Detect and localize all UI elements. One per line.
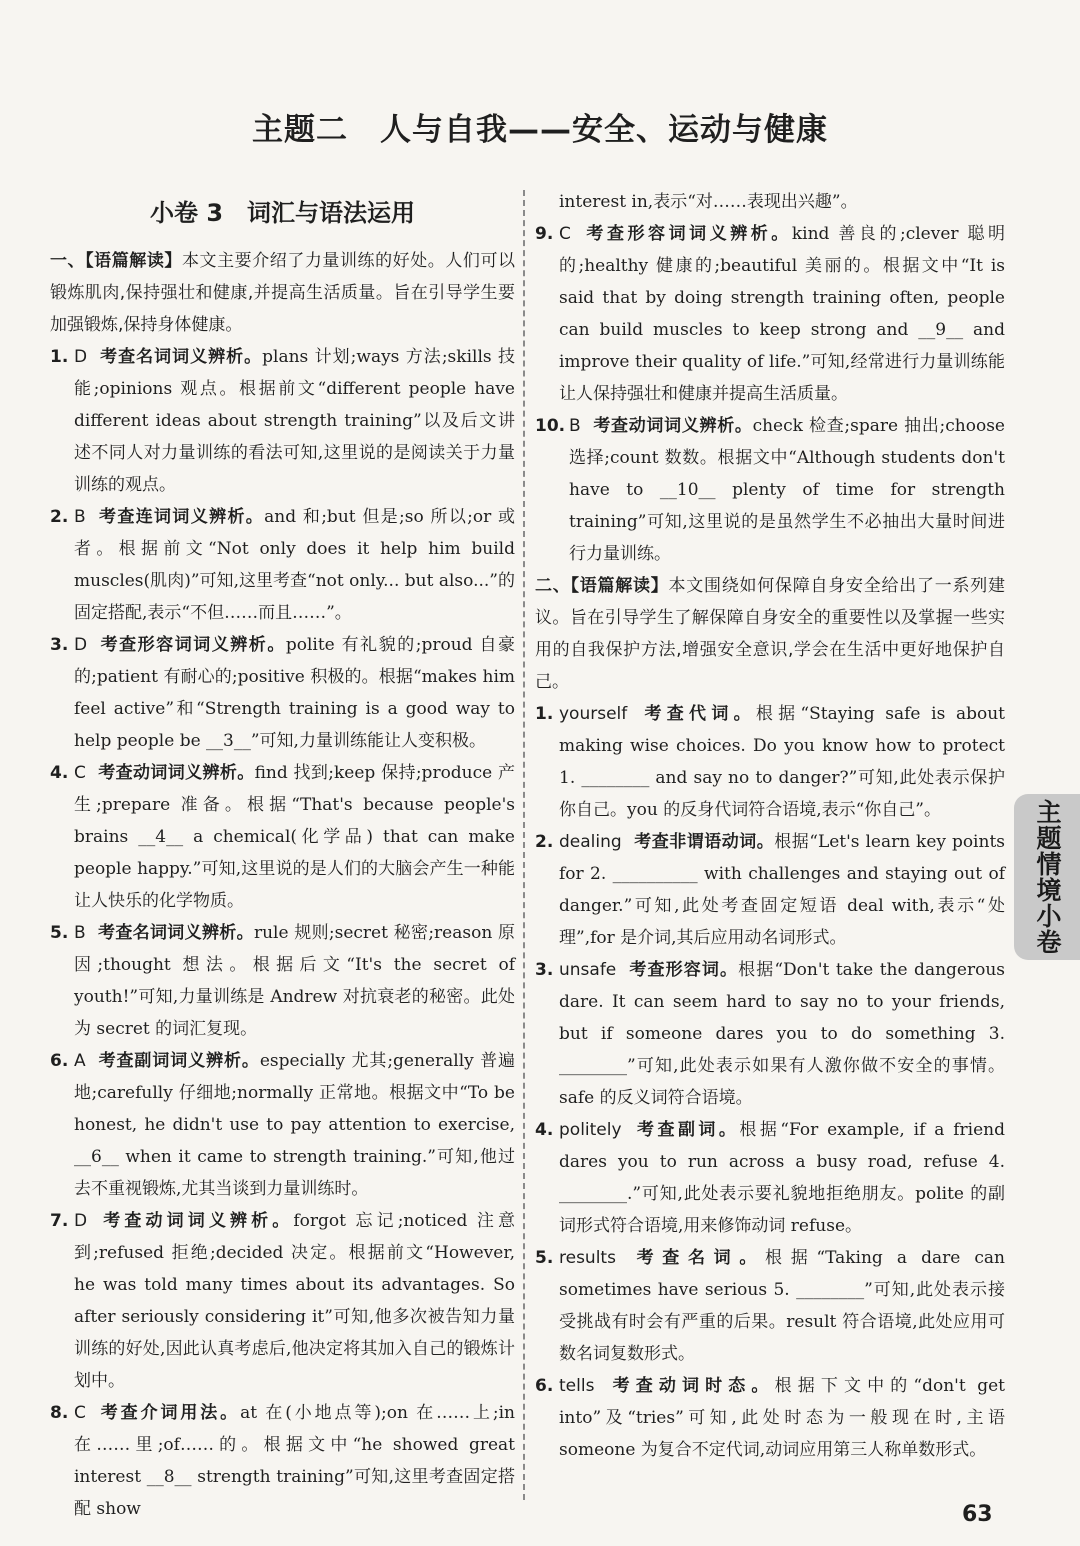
item-text: plans 计划;ways 方法;skills 技能;opinions 观点。根据前文“different people have different ideas about strength training”以及后文讲述不同人对力量训练的看法可知,这里说的是阅读关于力量训练的观点。 xyxy=(74,347,516,495)
item-number: 3. xyxy=(535,960,554,980)
item-text: 根据“Taking a dare can sometimes have serious 5. ________”可知,此处表示接受挑战有时会有严重的后果。result 符合语境,此处应用可数名词复数形式。 xyxy=(559,1248,1005,1364)
item-tag: 考查名词词义辨析。 xyxy=(97,923,254,943)
answer-item xyxy=(50,1045,515,1205)
right-column xyxy=(535,186,1005,1466)
item-tag: 考查形容词词义辨析。 xyxy=(99,635,286,655)
intro-label: 二、【语篇解读】 xyxy=(535,576,669,596)
item-number: 2. xyxy=(50,507,69,527)
item-tag: 考查非谓语动词。 xyxy=(633,832,775,852)
item-answer: A xyxy=(74,1051,86,1071)
item-tag: 考查名词词义辨析。 xyxy=(99,347,263,367)
item-number: 5. xyxy=(50,923,69,943)
item-tag: 考查连词词义辨析。 xyxy=(97,507,265,527)
page-number: 63 xyxy=(962,1502,993,1527)
answer-item xyxy=(50,1205,515,1397)
answer-item xyxy=(535,410,1005,570)
item-tag: 考查动词词义辨析。 xyxy=(99,1211,294,1231)
item-answer: B xyxy=(569,416,581,436)
item-text: polite 有礼貌的;proud 自豪的;patient 有耐心的;positive 积极的。根据“makes him feel active”和“Strength training is a good way to help people be __3__”可知,力量训练能让人变积极。 xyxy=(74,635,515,751)
section-intro-1 xyxy=(50,245,515,341)
item-answer: D xyxy=(74,635,88,655)
item-text: and 和;but 但是;so 所以;or 或者。根据前文“Not only does it help him build muscles(肌肉)”可知,这里考查“not only... but also...”的固定搭配,表示“不但……而且……”。 xyxy=(74,507,516,623)
left-column xyxy=(50,185,515,1525)
section-intro-2 xyxy=(535,570,1005,698)
item-answer: D xyxy=(74,347,88,367)
item-number: 6. xyxy=(535,1376,554,1396)
item-answer: C xyxy=(74,763,86,783)
column-divider xyxy=(523,190,525,1500)
answer-item xyxy=(535,826,1005,954)
item-continuation: interest in,表示“对……表现出兴趣”。 xyxy=(559,192,858,212)
item-text: 根据下文中的“don't get into”及“tries”可知,此处时态为一般现在时,主语 someone 为复合不定代词,动词应用第三人称单数形式。 xyxy=(559,1376,1005,1460)
answer-item xyxy=(50,757,515,917)
item-number: 10. xyxy=(535,416,566,436)
item-number: 4. xyxy=(535,1120,554,1140)
intro-text: 本文围绕如何保障自身安全给出了一系列建议。旨在引导学生了解保障自身安全的重要性以及掌握一些实用的自我保护方法,增强安全意识,学会在生活中更好地保护自己。 xyxy=(535,576,1005,692)
item-tag: 考查副词。 xyxy=(633,1120,740,1140)
answer-item xyxy=(535,1370,1005,1466)
item-tag: 考查动词词义辨析。 xyxy=(97,763,255,783)
item-text: 根据“Don't take the dangerous dare. It can seem hard to say no to your friends, but if someone dares you to do something 3. ________”可知,此处表示如果有人激你做不安全的事情。safe 的反义词符合语境。 xyxy=(559,960,1006,1108)
item-number: 5. xyxy=(535,1248,554,1268)
item-text: 根据“Let's learn key points for 2. __________ with challenges and staying out of danger.”可知,此处考查固定短语 deal with,表示“处理”,for 是介词,其后应用动名词形式。 xyxy=(559,832,1005,948)
item-tag: 考查动词词义辨析。 xyxy=(592,416,753,436)
item-number: 2. xyxy=(535,832,554,852)
item-tag: 考查介词用法。 xyxy=(97,1403,241,1423)
answer-item xyxy=(535,218,1005,410)
item-text: rule 规则;secret 秘密;reason 原因;thought 想法。根据后文“It's the secret of youth!”可知,力量训练是 Andrew 对抗衰老的秘密。此处为 secret 的词汇复现。 xyxy=(74,923,516,1039)
item-text: kind 善良的;clever 聪明的;healthy 健康的;beautiful 美丽的。根据文中“It is said that by doing strength training often, people can build muscles to keep strong and __9__ and improve their quality of life.”可知,经常进行力量训练能让人保持强壮和健康并提高生活质量。 xyxy=(559,224,1006,404)
item-answer: dealing xyxy=(559,832,622,852)
sub-title: 小卷 3 词汇与语法运用 xyxy=(149,199,416,227)
item-tag: 考查代词。 xyxy=(639,704,756,724)
item-tag: 考查动词时态。 xyxy=(606,1376,775,1396)
answer-item xyxy=(50,341,515,501)
item-number: 1. xyxy=(535,704,554,724)
item-answer: unsafe xyxy=(559,960,617,980)
item-text: find 找到;keep 保持;produce 产生;prepare 准备。根据“That's because people's brains __4__ a chemical(化学品) that can make people happy.”可知,这里说的是人们的大脑会产生一种能让人快乐的化学物质。 xyxy=(74,763,515,911)
item-number: 7. xyxy=(50,1211,69,1231)
item-answer: C xyxy=(74,1403,86,1423)
answer-item xyxy=(50,917,515,1045)
item-text: at 在(小地点等);on 在……上;in 在……里;of……的。根据文中“he showed great interest __8__ strength training”可知,这里考查固定搭配 show xyxy=(74,1403,515,1519)
item-tag: 考查名词。 xyxy=(627,1248,766,1268)
item-tag: 考查副词词义辨析。 xyxy=(97,1051,260,1071)
item-answer: B xyxy=(74,507,86,527)
item-number: 1. xyxy=(50,347,69,367)
item-number: 9. xyxy=(535,224,554,244)
answer-item xyxy=(535,1114,1005,1242)
answer-item xyxy=(535,698,1005,826)
item-text: 根据“Staying safe is about making wise choices. Do you know how to protect 1. ________ and say no to danger?”可知,此处表示保护你自己。you 的反身代词符合语境,表示“你自己”。 xyxy=(559,704,1006,820)
item-answer: results xyxy=(559,1248,616,1268)
item-answer: B xyxy=(74,923,86,943)
item-number: 4. xyxy=(50,763,69,783)
item-answer: C xyxy=(559,224,571,244)
item-text: especially 尤其;generally 普遍地;carefully 仔细地;normally 正常地。根据文中“To be honest, he didn't use to pay attention to exercise, __6__ when it came to strength training.”可知,他过去不重视锻炼,尤其当谈到力量训练时。 xyxy=(74,1051,515,1199)
item-text: check 检查;spare 抽出;choose 选择;count 数数。根据文中“Although students don't have to __10__ plenty of time for strength training”可知,这里说的是虽然学生不必抽出大量时间进行力量训练。 xyxy=(569,416,1005,564)
item-number: 3. xyxy=(50,635,69,655)
item-tag: 考查形容词。 xyxy=(628,960,739,980)
item-answer: yourself xyxy=(559,704,628,724)
answer-item xyxy=(50,629,515,757)
intro-label: 一、【语篇解读】 xyxy=(50,251,182,271)
item-number: 8. xyxy=(50,1403,69,1423)
intro-text: 本文主要介绍了力量训练的好处。人们可以锻炼肌肉,保持强壮和健康,并提高生活质量。旨在引导学生要加强锻炼,保持身体健康。 xyxy=(50,251,516,335)
item-answer: D xyxy=(74,1211,88,1231)
answer-item xyxy=(50,501,515,629)
side-tab xyxy=(1014,794,1080,960)
answer-item xyxy=(535,1242,1005,1370)
item-text: forgot 忘记;noticed 注意到;refused 拒绝;decided 决定。根据前文“However, he was told many times about its advantages. So after seriously considering it”可知,他多次被告知力量训练的好处,因此认真考虑后,他决定将其加入自己的锻炼计划中。 xyxy=(74,1211,515,1391)
side-tab-label: 主题情境小卷 xyxy=(1033,799,1062,955)
item-tag: 考查形容词词义辨析。 xyxy=(582,224,792,244)
page-title: 主题二 人与自我——安全、运动与健康 xyxy=(252,112,828,148)
item-answer: tells xyxy=(559,1376,595,1396)
answer-item xyxy=(50,1397,515,1525)
answer-item xyxy=(535,954,1005,1114)
item-text: 根据“For example, if a friend dares you to run across a busy road, refuse 4. ________.”可知,此处表示要礼貌地拒绝朋友。polite 的副词形式符合语境,用来修饰动词 refuse。 xyxy=(559,1120,1005,1236)
item-number: 6. xyxy=(50,1051,69,1071)
item-answer: politely xyxy=(559,1120,622,1140)
